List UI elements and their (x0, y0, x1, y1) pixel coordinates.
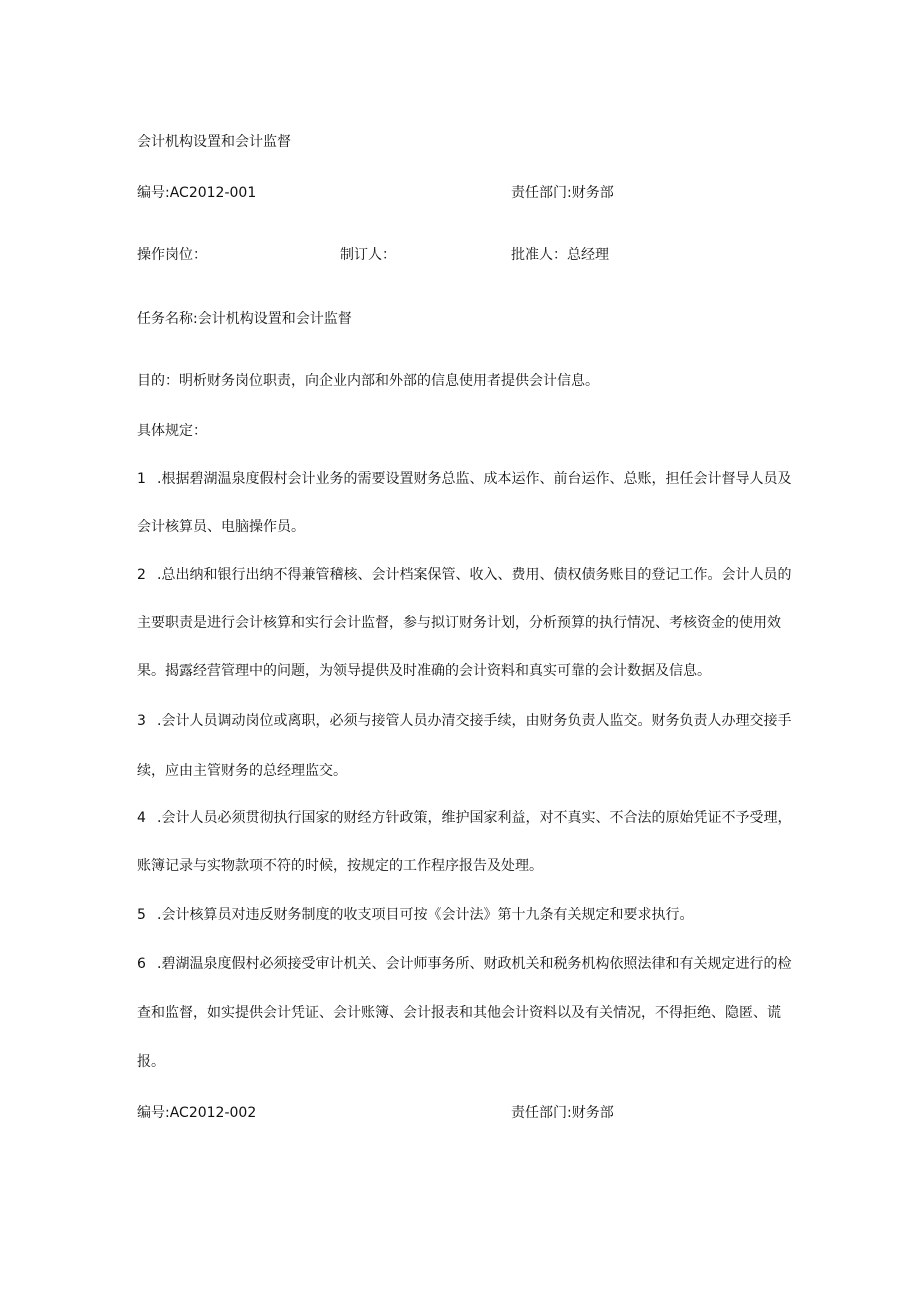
rule-text-continued: 报。 (137, 1054, 165, 1070)
rule-number: 2 (137, 567, 146, 583)
responsible-department: 责任部门:财务部 (511, 185, 614, 201)
document-code: 编号:AC2012-001 (137, 185, 257, 201)
rule-number: 6 (137, 956, 146, 972)
task-name: 任务名称:会计机构设置和会计监督 (137, 311, 352, 327)
rules-heading: 具体规定： (137, 423, 207, 439)
rule-item (137, 567, 791, 584)
rule-text: .会计核算员对违反财务制度的收支项目可按《会计法》第十九条有关规定和要求执行。 (157, 907, 694, 923)
purpose: 目的：明析财务岗位职责，向企业内部和外部的信息使用者提供会计信息。 (137, 373, 599, 389)
rule-text: .碧湖温泉度假村必须接受审计机关、会计师事务所、财政机关和税务机构依照法律和有关规定进行的检 (157, 956, 792, 972)
rule-item (137, 956, 791, 973)
rule-number: 1 (137, 471, 146, 487)
responsible-department-2: 责任部门:财务部 (511, 1105, 614, 1121)
rule-number: 4 (137, 810, 146, 826)
approver: 批准人：总经理 (511, 247, 609, 263)
rule-text-continued: 账簿记录与实物款项不符的时候，按规定的工作程序报告及处理。 (137, 858, 543, 874)
rule-text-continued: 查和监督，如实提供会计凭证、会计账簿、会计报表和其他会计资料以及有关情况，不得拒绝、隐匿、谎 (137, 1005, 781, 1021)
rule-item (137, 810, 791, 827)
drafter: 制订人： (340, 247, 396, 263)
rule-number: 5 (137, 907, 146, 923)
rule-text-continued: 主要职责是进行会计核算和实行会计监督，参与拟订财务计划，分析预算的执行情况、考核资金的使用效 (137, 615, 781, 631)
rule-item (137, 471, 791, 488)
rule-text-continued: 续，应由主管财务的总经理监交。 (137, 763, 347, 779)
rule-number: 3 (137, 713, 146, 729)
rule-text: .总出纳和银行出纳不得兼管稽核、会计档案保管、收入、费用、债权债务账目的登记工作。会计人员的 (157, 567, 792, 583)
operating-post: 操作岗位： (137, 247, 207, 263)
rule-item (137, 907, 693, 924)
rule-text: .会计人员必须贯彻执行国家的财经方针政策，维护国家利益，对不真实、不合法的原始凭证不予受理， (157, 810, 792, 826)
rule-text-continued: 果。揭露经营管理中的问题，为领导提供及时准确的会计资料和真实可靠的会计数据及信息。 (137, 663, 711, 679)
rule-item (137, 713, 791, 730)
document-title: 会计机构设置和会计监督 (137, 134, 291, 150)
rule-text-continued: 会计核算员、电脑操作员。 (137, 519, 305, 535)
document-code-2: 编号:AC2012-002 (137, 1105, 257, 1121)
rule-text: .会计人员调动岗位或离职，必须与接管人员办清交接手续，由财务负责人监交。财务负责人办理交接手 (157, 713, 792, 729)
rule-text: .根据碧湖温泉度假村会计业务的需要设置财务总监、成本运作、前台运作、总账，担任会计督导人员及 (157, 471, 792, 487)
